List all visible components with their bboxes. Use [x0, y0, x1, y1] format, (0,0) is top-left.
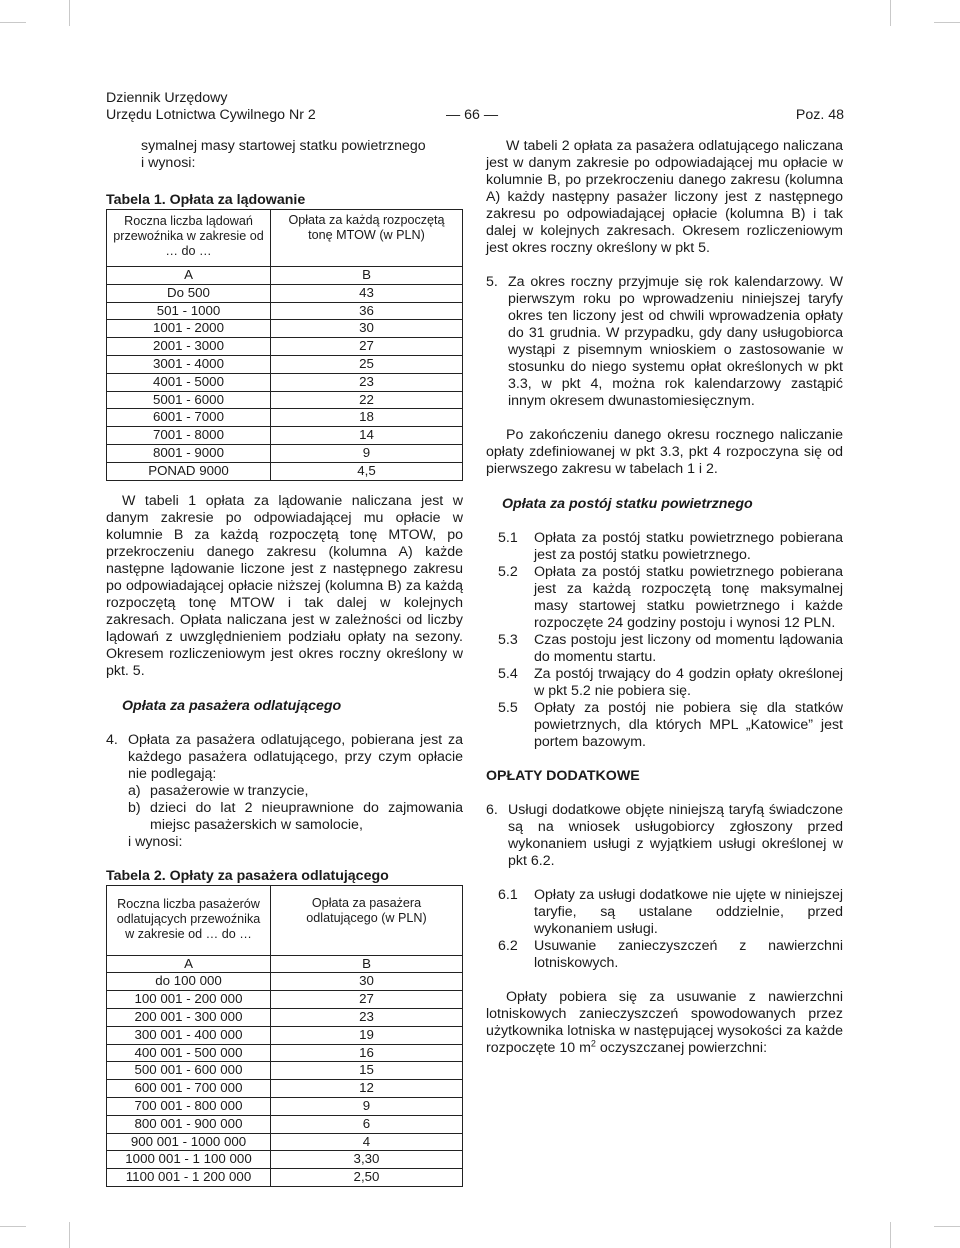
- intro-line-1: symalnej masy startowej statku powietrznego: [141, 138, 426, 154]
- crop-mark: [890, 1222, 891, 1248]
- parking-item: [486, 564, 843, 632]
- col-b-header: Opłata za każdą rozpoczętą tonę MTOW (w PLN): [271, 210, 463, 267]
- intro: [141, 138, 463, 172]
- item-text: Za okres roczny przyjmuje się rok kalendarzowy. W pierwszym roku po wprowadzeniu niniejszej taryfy okres ten liczony jest od chwili wprowadzenia opłaty do 31 grudnia. W przypadku, gdy dany usługobiorca wystąpi z pisemnym wnioskiem o zastosowanie w stosunku do niego systemu opłat określonych w pkt 3.3, w pkt 4, można rok kalendarzowy zastąpić innym okresem dwunastomiesięcznym.: [508, 274, 843, 409]
- fee-cell: 2,50: [271, 1169, 463, 1187]
- fee-cell: 36: [271, 302, 463, 320]
- crop-mark: [934, 22, 960, 23]
- table-row: [107, 991, 463, 1009]
- item-number: 5.2: [498, 564, 518, 580]
- final-paragraph-end: oczyszczanej powierzchni:: [595, 1040, 768, 1056]
- table-row: [107, 1169, 463, 1187]
- range-cell: 200 001 - 300 000: [107, 1008, 271, 1026]
- fee-cell: 3,30: [271, 1151, 463, 1169]
- item-text: Czas postoju jest liczony od momentu lądowania do momentu startu.: [534, 632, 843, 665]
- col-b-letter: B: [271, 267, 463, 285]
- table-row: [107, 373, 463, 391]
- item-number: 5.: [486, 274, 498, 290]
- table-header-row: [107, 885, 463, 955]
- item-number: a): [128, 782, 141, 799]
- item-4-end: i wynosi:: [128, 833, 183, 850]
- item-number: 4.: [106, 731, 118, 748]
- left-column: [106, 138, 463, 1187]
- item-number: b): [128, 799, 141, 816]
- fee-cell: 4,5: [271, 462, 463, 480]
- range-cell: 100 001 - 200 000: [107, 991, 271, 1009]
- item-text: Usługi dodatkowe objęte niniejszą taryfą świadczone są na wniosek usługobiorcy zgłoszony przed wykonaniem usługi z wyjątkiem usługi określonej w pkt 6.2.: [508, 802, 843, 869]
- item-text: Opłaty za postój nie pobiera się dla statków powietrznych, dla których MPL „Katowice” jest portem bazowym.: [534, 700, 843, 750]
- range-cell: 1100 001 - 1 200 000: [107, 1169, 271, 1187]
- table-letter-row: [107, 955, 463, 973]
- table-letter-row: [107, 267, 463, 285]
- crop-mark: [69, 1222, 70, 1248]
- table-row: [107, 320, 463, 338]
- table-row: [107, 1097, 463, 1115]
- fee-cell: 12: [271, 1080, 463, 1098]
- col-a-header: Roczna liczba lądowań przewoźnika w zakresie od … do …: [107, 210, 271, 267]
- item-4: [106, 732, 463, 783]
- fee-cell: 6: [271, 1115, 463, 1133]
- parking-item: [486, 530, 843, 564]
- range-cell: 600 001 - 700 000: [107, 1080, 271, 1098]
- parking-item: [486, 666, 843, 700]
- item-6: [486, 802, 843, 870]
- range-cell: 900 001 - 1000 000: [107, 1133, 271, 1151]
- range-cell: 400 001 - 500 000: [107, 1044, 271, 1062]
- range-cell: Do 500: [107, 284, 271, 302]
- item-text: Opłaty za usługi dodatkowe nie ujęte w niniejszej taryfie, są ustalane oddzielnie, przed wykonaniem usługi.: [534, 887, 843, 937]
- fee-cell: 30: [271, 973, 463, 991]
- fee-cell: 18: [271, 409, 463, 427]
- range-cell: 3001 - 4000: [107, 355, 271, 373]
- range-cell: 2001 - 3000: [107, 338, 271, 356]
- position-number: Poz. 48: [795, 107, 844, 123]
- table-row: [107, 391, 463, 409]
- item-number: 5.3: [498, 632, 518, 648]
- item-5: [486, 274, 843, 410]
- final-paragraph-text: Opłaty pobiera się za usuwanie z nawierzchni lotniskowych zanieczyszczeń spowodowanych przez użytkownika lotniska w następującej wysokości za każde rozpoczęte 10 m: [486, 989, 843, 1056]
- range-cell: 1001 - 2000: [107, 320, 271, 338]
- table-body: [107, 284, 463, 480]
- table-row: [107, 1062, 463, 1080]
- range-cell: 7001 - 8000: [107, 427, 271, 445]
- item-number: 6.1: [498, 887, 518, 903]
- range-cell: 500 001 - 600 000: [107, 1062, 271, 1080]
- publisher: [106, 90, 316, 124]
- table-row: [107, 1080, 463, 1098]
- page-number: — 66 —: [446, 107, 499, 123]
- item-number: 6.2: [498, 938, 518, 954]
- table-body: [107, 973, 463, 1187]
- fee-cell: 23: [271, 373, 463, 391]
- final-paragraph: [486, 989, 843, 1057]
- table-row: [107, 462, 463, 480]
- crop-mark: [890, 0, 891, 26]
- fee-cell: 16: [271, 1044, 463, 1062]
- crop-mark: [0, 22, 26, 23]
- fee-cell: 22: [271, 391, 463, 409]
- col-a-letter: A: [107, 267, 271, 285]
- publisher-line-2: Urzędu Lotnictwa Cywilnego Nr 2: [106, 107, 316, 123]
- table-row: [107, 1151, 463, 1169]
- item-4b: [128, 800, 463, 834]
- table-row: [107, 1044, 463, 1062]
- item-number: 6.: [486, 802, 498, 818]
- running-header: [106, 90, 844, 126]
- fee-cell: 43: [271, 284, 463, 302]
- item-text: Opłata za postój statku powietrznego pobierana jest za postój statku powietrznego.: [534, 530, 843, 563]
- table1-caption: Tabela 1. Opłata za lądowanie: [106, 192, 306, 208]
- table2-caption: Tabela 2. Opłaty za pasażera odlatującego: [106, 867, 389, 884]
- range-cell: 800 001 - 900 000: [107, 1115, 271, 1133]
- parking-item: [486, 700, 843, 751]
- range-cell: PONAD 9000: [107, 462, 271, 480]
- section-heading-parking: Opłata za postój statku powietrznego: [502, 496, 753, 512]
- item-text: Opłata za postój statku powietrznego pobierana jest za każdą rozpoczętą tonę maksymalnej masy startowej statku powietrznego i każde rozpoczęte 24 godziny postoju i wynosi 12 PLN.: [534, 564, 843, 631]
- paragraph-after-5: Po zakończeniu danego okresu rocznego naliczanie opłaty zdefiniowanej w pkt 3.3, pkt 4 rozpoczyna się od pierwszego zakresu w tabelach 1 i 2.: [486, 427, 843, 477]
- landing-fee-table: [106, 209, 463, 481]
- fee-cell: 30: [271, 320, 463, 338]
- item-text: Usuwanie zanieczyszczeń z nawierzchni lotniskowych.: [534, 938, 843, 971]
- section-heading-extra: OPŁATY DODATKOWE: [486, 768, 640, 784]
- table-row: [107, 355, 463, 373]
- col-a-letter: A: [107, 955, 271, 973]
- table-row: [107, 973, 463, 991]
- table-row: [107, 1133, 463, 1151]
- item-text: dzieci do lat 2 nieuprawnione do zajmowania miejsc pasażerskich w samolocie,: [150, 799, 463, 833]
- fee-cell: 19: [271, 1026, 463, 1044]
- range-cell: 4001 - 5000: [107, 373, 271, 391]
- parking-items: [486, 530, 843, 751]
- table-row: [107, 409, 463, 427]
- table-row: [107, 1008, 463, 1026]
- item-4a: [128, 783, 463, 800]
- fee-cell: 27: [271, 338, 463, 356]
- table-row: [107, 338, 463, 356]
- passenger-fee-table: [106, 885, 463, 1187]
- publisher-line-1: Dziennik Urzędowy: [106, 90, 228, 106]
- range-cell: 300 001 - 400 000: [107, 1026, 271, 1044]
- item-number: 5.1: [498, 530, 518, 546]
- col-b-header: Opłata za pasażera odlatującego (w PLN): [271, 885, 463, 955]
- parking-item: [486, 632, 843, 666]
- range-cell: 501 - 1000: [107, 302, 271, 320]
- table-row: [107, 444, 463, 462]
- fee-cell: 14: [271, 427, 463, 445]
- section-heading-passenger: Opłata za pasażera odlatującego: [122, 697, 342, 714]
- table-header-row: [107, 210, 463, 267]
- crop-mark: [934, 1226, 960, 1227]
- fee-cell: 4: [271, 1133, 463, 1151]
- item-6-2: [486, 938, 843, 972]
- col-b-letter: B: [271, 955, 463, 973]
- item-text: Opłata za pasażera odlatującego, pobierana jest za każdego pasażera odlatującego, przy czym opłacie nie podlegają:: [128, 731, 463, 782]
- right-column: [486, 138, 843, 1057]
- range-cell: 6001 - 7000: [107, 409, 271, 427]
- range-cell: 700 001 - 800 000: [107, 1097, 271, 1115]
- crop-mark: [69, 0, 70, 26]
- fee-cell: 15: [271, 1062, 463, 1080]
- table-row: [107, 427, 463, 445]
- table-row: [107, 302, 463, 320]
- fee-cell: 9: [271, 444, 463, 462]
- crop-mark: [0, 1226, 26, 1227]
- table1-description: W tabeli 1 opłata za lądowanie naliczana jest w danym zakresie po odpowiadającej mu opłacie w kolumnie B za każdą rozpoczętą tonę MTOW, po przekroczeniu danego zakresu (kolumna A) każde następne lądowanie liczone jest z następnego zakresu po odpowiadającej opłacie niższej (kolumna B) za każdą rozpoczętą tonę MTOW i tak dalej w kolejnych zakresach. Opłata naliczana jest w zależności od liczby lądowań z uwzględnieniem podziału opłaty na sezony. Okresem rozliczeniowym jest okres roczny określony w pkt. 5.: [106, 492, 463, 679]
- item-number: 5.5: [498, 700, 518, 716]
- item-text: pasażerowie w tranzycie,: [150, 782, 309, 799]
- item-number: 5.4: [498, 666, 518, 682]
- fee-cell: 27: [271, 991, 463, 1009]
- fee-cell: 23: [271, 1008, 463, 1026]
- table-row: [107, 284, 463, 302]
- fee-cell: 25: [271, 355, 463, 373]
- item-6-1: [486, 887, 843, 938]
- intro-line-2: i wynosi:: [141, 155, 196, 171]
- range-cell: do 100 000: [107, 973, 271, 991]
- range-cell: 1000 001 - 1 100 000: [107, 1151, 271, 1169]
- range-cell: 8001 - 9000: [107, 444, 271, 462]
- col-a-header: Roczna liczba pasażerów odlatujących przewoźnika w zakresie od … do …: [107, 885, 271, 955]
- fee-cell: 9: [271, 1097, 463, 1115]
- table-row: [107, 1026, 463, 1044]
- range-cell: 5001 - 6000: [107, 391, 271, 409]
- item-text: Za postój trwający do 4 godzin opłaty określonej w pkt 5.2 nie pobiera się.: [534, 666, 843, 699]
- superscript: 2: [590, 1038, 596, 1049]
- table-row: [107, 1115, 463, 1133]
- table2-description: W tabeli 2 opłata za pasażera odlatującego naliczana jest w danym zakresie po odpowiadającej mu opłacie w kolumnie B, po przekroczeniu danego zakresu (kolumna A) każdy następny pasażer liczony jest z następnego zakresu po odpowiadającej opłacie (kolumna B) i tak dalej w kolejnych zakresach. Okresem rozliczeniowym jest okres roczny określony w pkt 5.: [486, 138, 843, 256]
